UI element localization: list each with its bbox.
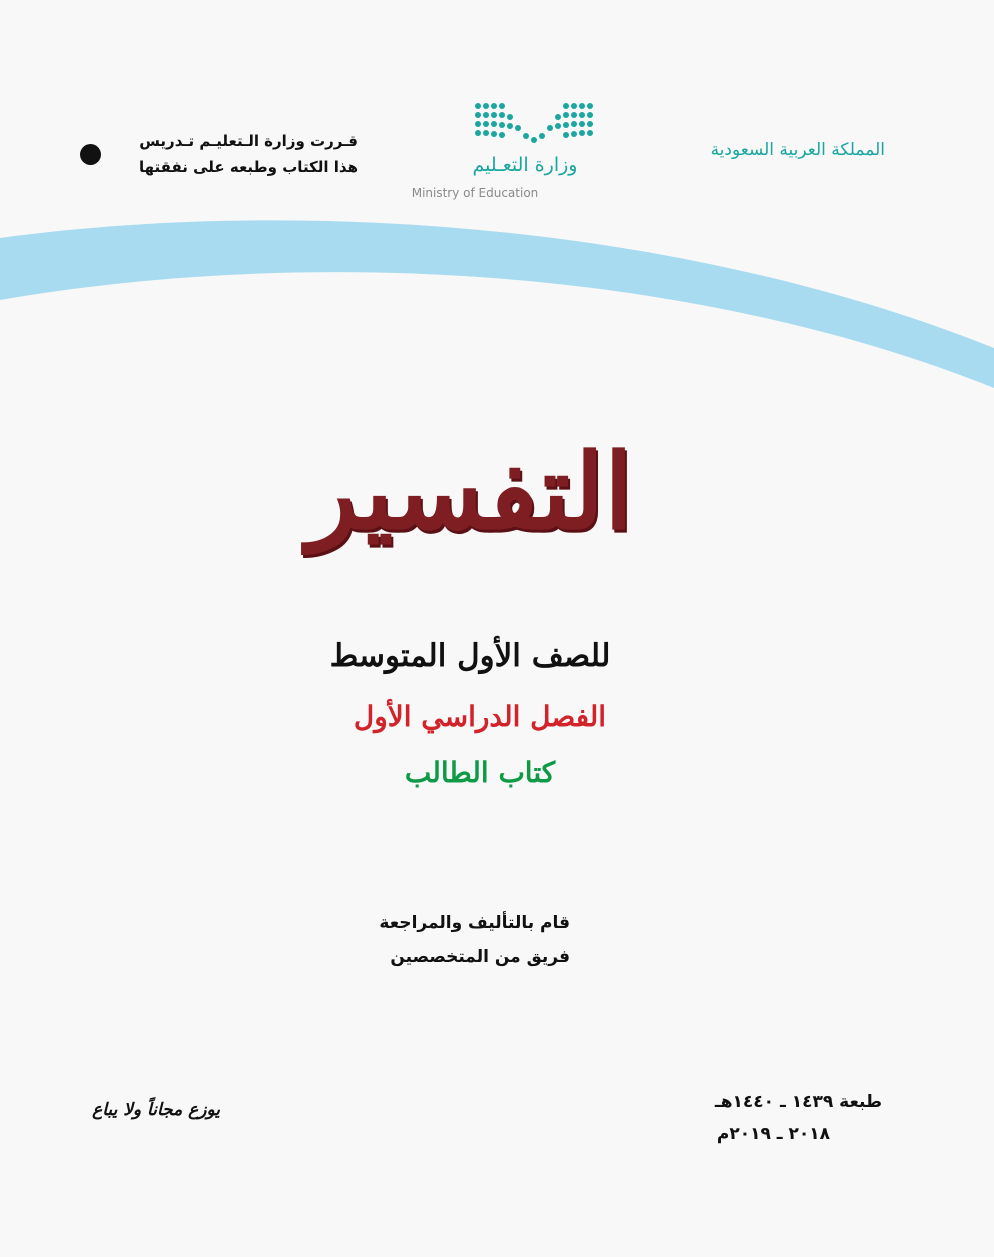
authors-credit — [330, 906, 570, 974]
edition-gregorian: ٢٠١٨ ـ ٢٠١٩م — [716, 1124, 830, 1144]
ministry-name-english: Ministry of Education — [411, 186, 539, 200]
book-type-label: كتاب الطالب — [404, 756, 556, 789]
book-title: التفسير — [306, 430, 634, 553]
kingdom-label: المملكة العربية السعودية — [710, 140, 885, 160]
edition-info — [660, 1086, 882, 1150]
approval-statement — [108, 128, 358, 180]
approval-line-2: هذا الكتاب وطبعه على نفقتها — [139, 158, 358, 176]
ministry-name-arabic: وزارة التعـليم — [472, 154, 578, 176]
authors-line-1: قام بالتأليف والمراجعة — [379, 913, 570, 933]
bullet-icon — [80, 144, 101, 165]
decorative-arc — [0, 190, 994, 390]
approval-line-1: قـررت وزارة الـتعليـم تـدريس — [139, 132, 358, 150]
grade-label: للصف الأول المتوسط — [329, 638, 611, 674]
free-distribution-note: يوزع مجاناً ولا يباع — [92, 1100, 220, 1120]
semester-label: الفصل الدراسي الأول — [353, 700, 607, 733]
ministry-logo-icon — [466, 98, 606, 146]
authors-line-2: فريق من المتخصصين — [390, 947, 570, 967]
edition-hijri: طبعة ١٤٣٩ ـ ١٤٤٠هـ — [714, 1092, 882, 1112]
